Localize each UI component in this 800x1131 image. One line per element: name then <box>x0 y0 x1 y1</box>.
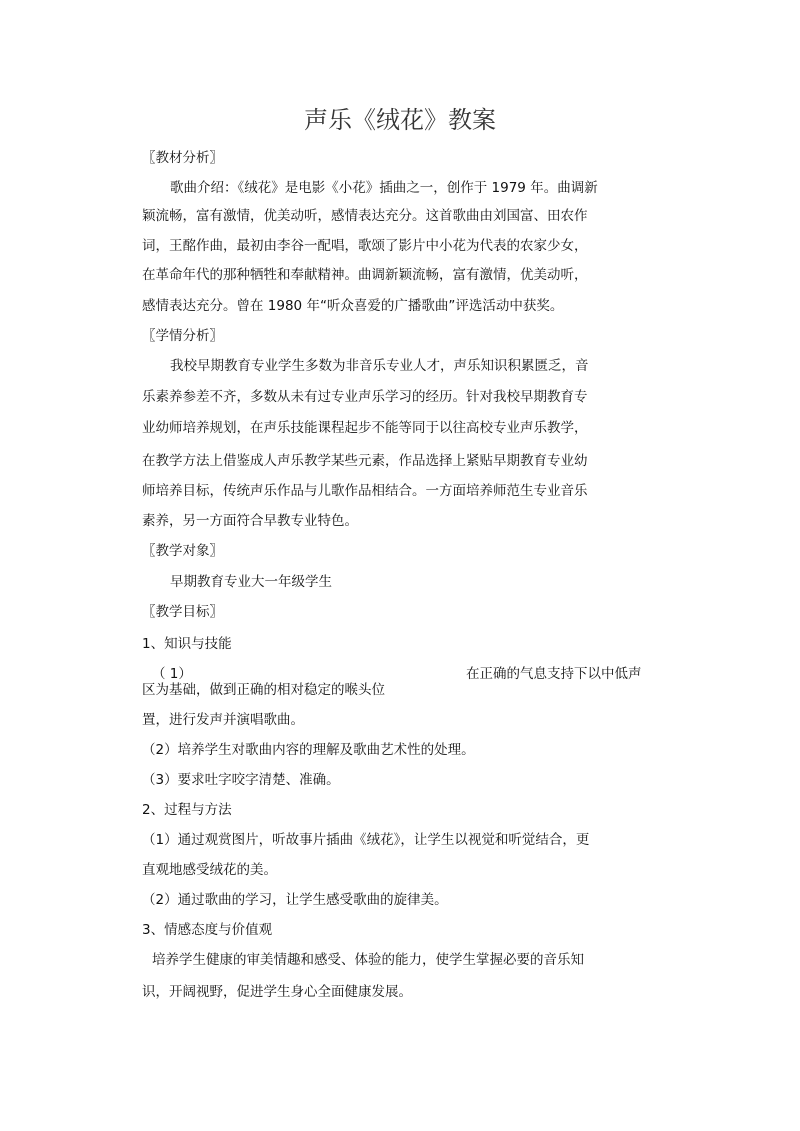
paragraph-line: 乐素养参差不齐，多数从未有过专业声乐学习的经历。针对我校早期教育专 <box>142 389 588 405</box>
list-item: （2）通过歌曲的学习，让学生感受歌曲的旋律美。 <box>142 892 448 908</box>
section-heading-material: 〖教材分析〗 <box>142 150 223 166</box>
paragraph-line: 颖流畅，富有激情，优美动听，感情表达充分。这首歌曲由刘国富、田农作 <box>142 208 588 224</box>
subheading-process-methods: 2、过程与方法 <box>142 802 232 818</box>
paragraph-line: 直观地感受绒花的美。 <box>142 862 277 878</box>
section-heading-goals: 〖教学目标〗 <box>142 604 223 620</box>
paragraph-line: 在教学方法上借鉴成人声乐教学某些元素，作品选择上紧贴早期教育专业幼 <box>142 453 588 469</box>
list-item: （2）培养学生对歌曲内容的理解及歌曲艺术性的处理。 <box>142 742 475 758</box>
paragraph-line: 早期教育专业大一年级学生 <box>170 574 332 590</box>
subheading-attitude-values: 3、情感态度与价值观 <box>142 922 273 938</box>
subheading-knowledge-skills: 1、知识与技能 <box>142 636 232 652</box>
list-item: （3）要求吐字咬字清楚、准确。 <box>142 772 340 788</box>
list-item-number: （ 1） <box>152 666 192 682</box>
paragraph-line: 在革命年代的那种牺牲和奉献精神。曲调新颖流畅，富有激情，优美动听， <box>142 267 588 283</box>
list-item: （1）通过观赏图片，听故事片插曲《绒花》，让学生以视觉和听觉结合，更 <box>142 832 590 848</box>
paragraph-line: 素养，另一方面符合早教专业特色。 <box>142 513 358 529</box>
paragraph-line: 业幼师培养规划，在声乐技能课程起步不能等同于以往高校专业声乐教学， <box>142 420 588 436</box>
paragraph-line: 师培养目标，传统声乐作品与儿歌作品相结合。一方面培养师范生专业音乐 <box>142 483 588 499</box>
paragraph-line: 我校早期教育专业学生多数为非音乐专业人才，声乐知识积累匮乏，音 <box>170 358 589 374</box>
section-heading-audience: 〖教学对象〗 <box>142 543 223 559</box>
paragraph-line: 培养学生健康的审美情趣和感受、体验的能力，使学生掌握必要的音乐知 <box>152 952 584 968</box>
page-title: 声乐《绒花》教案 <box>304 106 496 134</box>
paragraph-line: 区为基础，做到正确的相对稳定的喉头位 <box>142 682 385 698</box>
paragraph-line: 歌曲介绍：《绒花》是电影《小花》插曲之一，创作于 1979 年。曲调新 <box>170 180 598 196</box>
paragraph-line: 在正确的气息支持下以中低声 <box>466 666 642 682</box>
section-heading-students: 〖学情分析〗 <box>142 328 223 344</box>
paragraph-line: 识，开阔视野，促进学生身心全面健康发展。 <box>142 984 412 1000</box>
paragraph-line: 词，王酩作曲，最初由李谷一配唱，歌颂了影片中小花为代表的农家少女， <box>142 238 588 254</box>
paragraph-line: 置，进行发声并演唱歌曲。 <box>142 712 304 728</box>
paragraph-line: 感情表达充分。曾在 1980 年“听众喜爱的广播歌曲”评选活动中获奖。 <box>142 298 564 314</box>
